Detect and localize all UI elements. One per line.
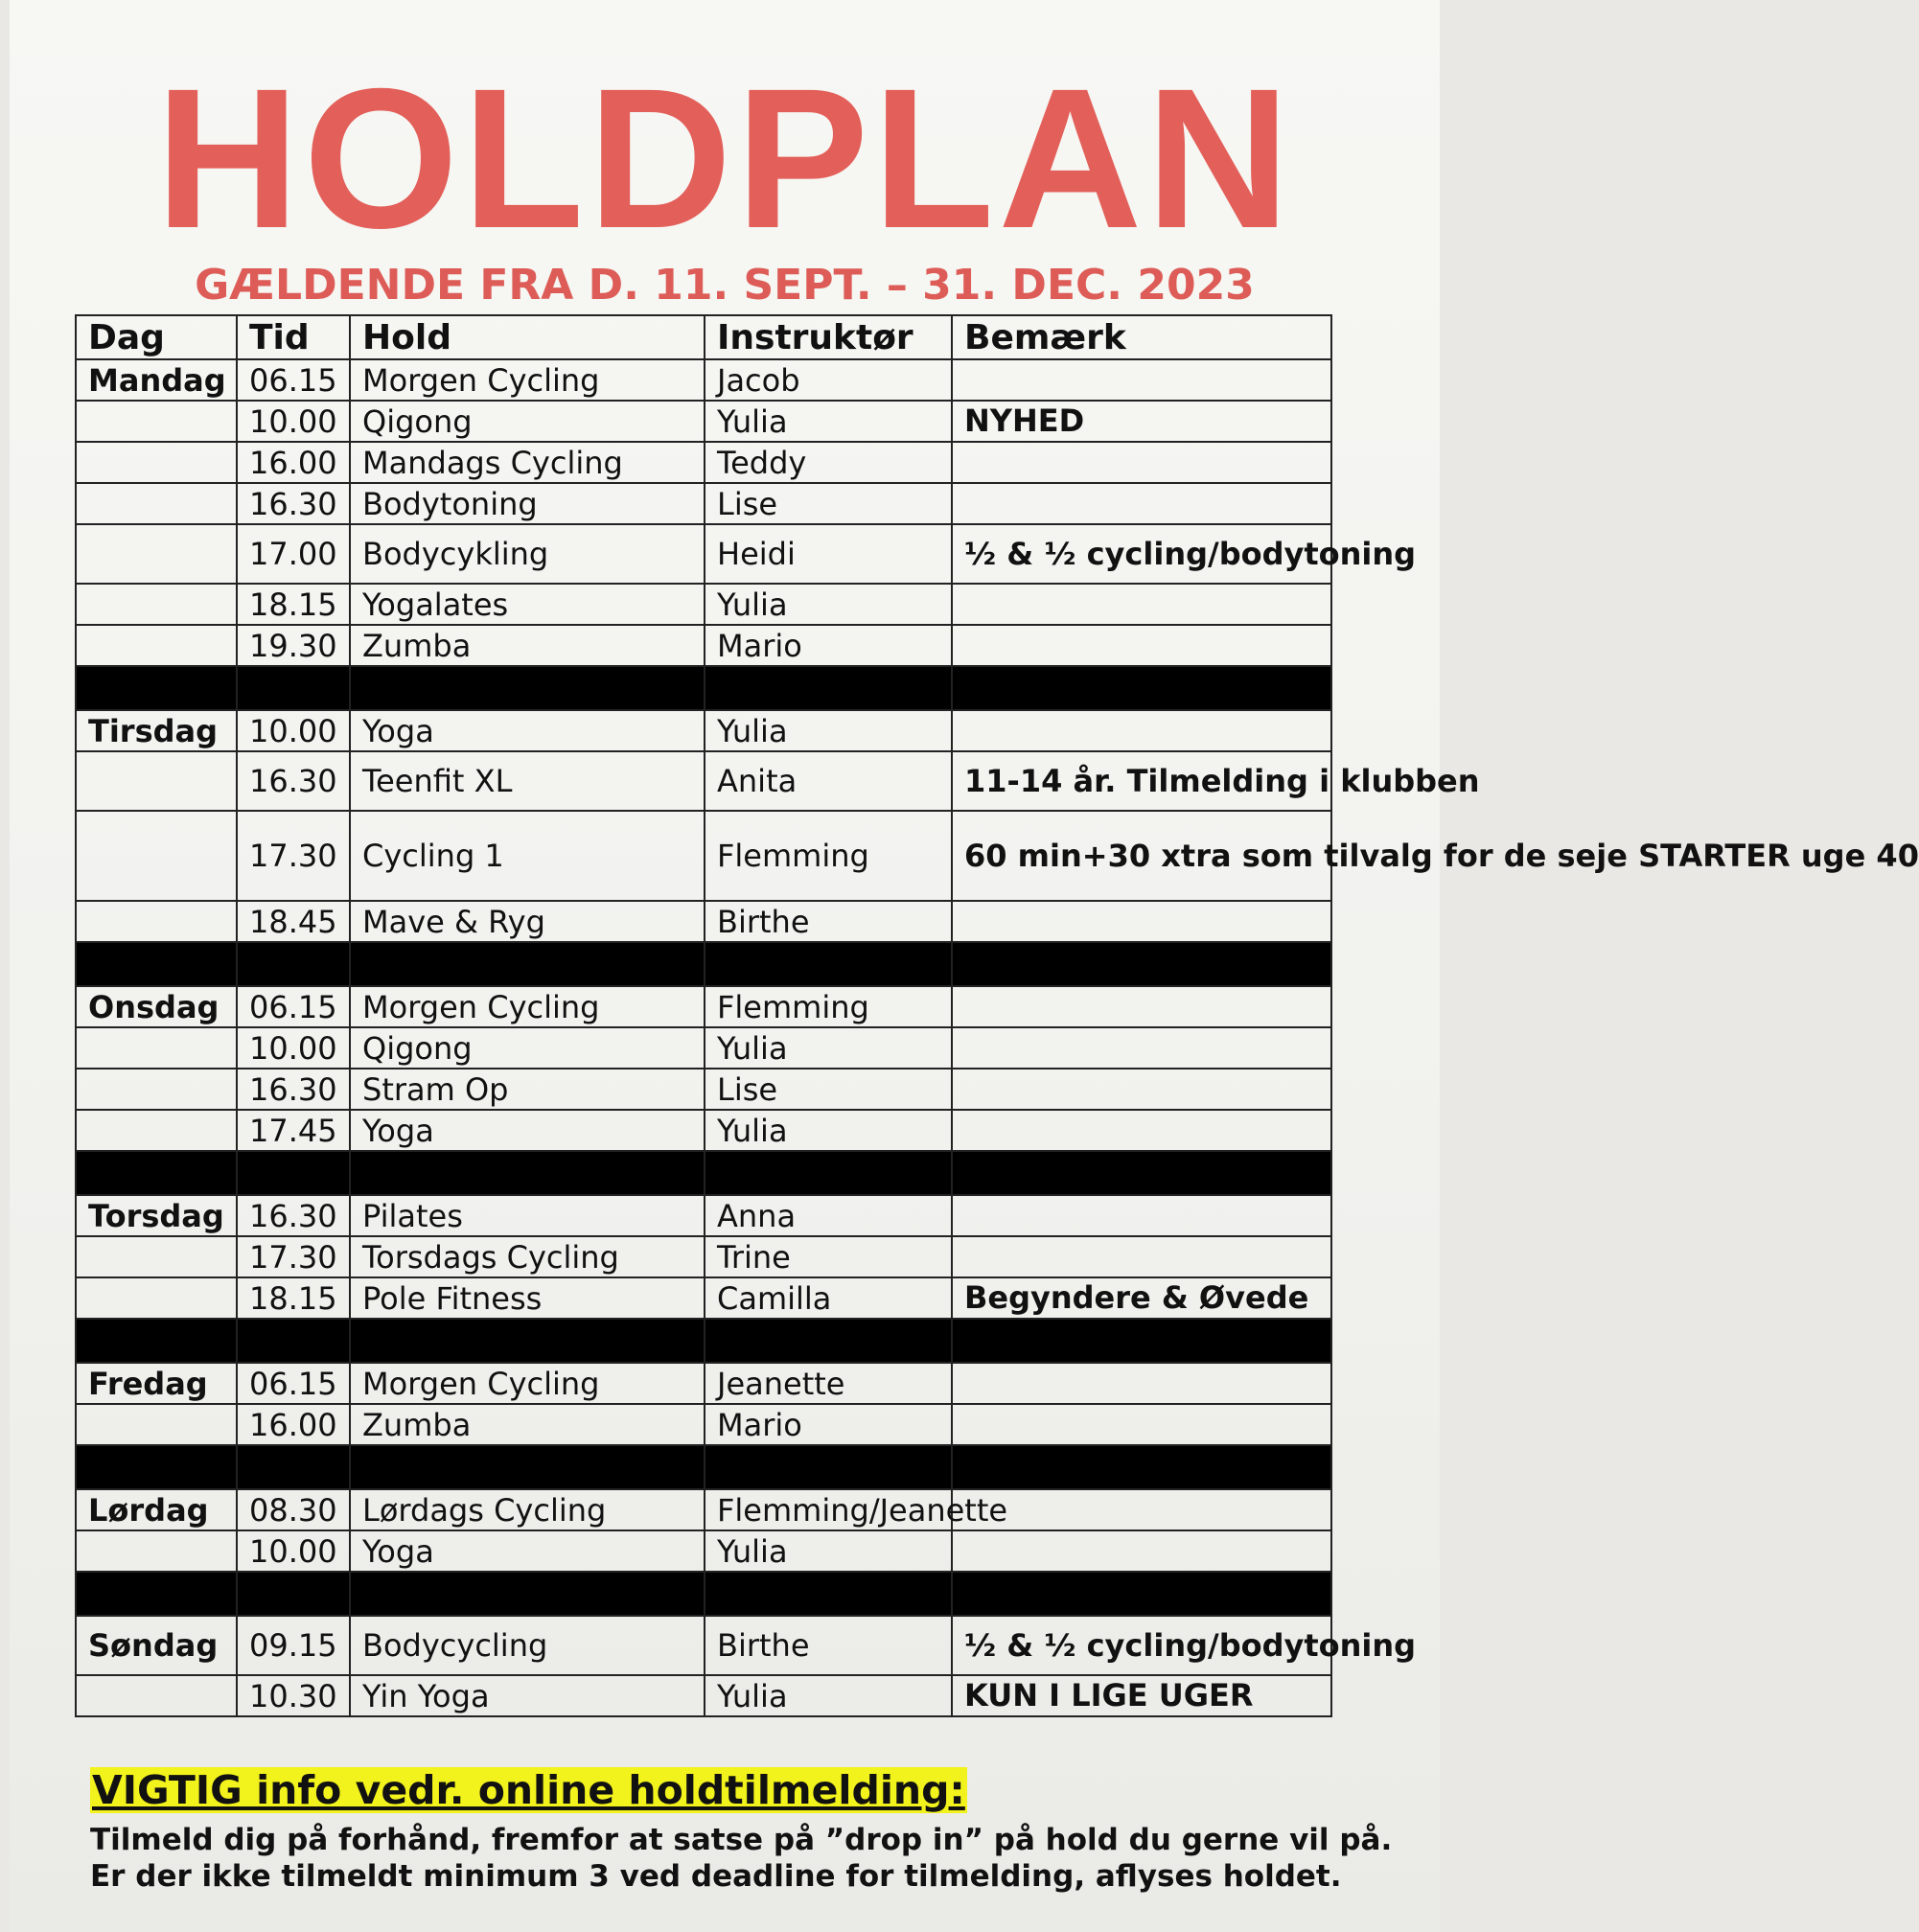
separator-cell xyxy=(705,666,952,710)
time-cell: 16.30 xyxy=(237,1069,350,1110)
separator-cell xyxy=(350,1445,705,1489)
table-row xyxy=(76,710,1331,751)
note-cell xyxy=(952,1489,1331,1530)
instructor-cell: Lise xyxy=(705,1069,952,1110)
class-cell: Qigong xyxy=(350,1027,705,1069)
schedule-table xyxy=(75,314,1919,1717)
day-cell: Tirsdag xyxy=(76,710,237,751)
separator-cell xyxy=(237,666,350,710)
table-row xyxy=(76,625,1331,666)
instructor-cell: Flemming/Jeanette xyxy=(705,1489,952,1530)
class-cell: Mandags Cycling xyxy=(350,442,705,483)
note-cell xyxy=(952,1195,1331,1236)
class-cell: Zumba xyxy=(350,1404,705,1445)
time-cell: 18.45 xyxy=(237,901,350,942)
class-cell: Bodycykling xyxy=(350,524,705,584)
instructor-cell: Mario xyxy=(705,1404,952,1445)
table-row xyxy=(76,1530,1331,1572)
note-cell: Begyndere & Øvede xyxy=(952,1277,1331,1319)
separator-cell xyxy=(76,1445,237,1489)
time-cell: 09.15 xyxy=(237,1616,350,1675)
table-row xyxy=(76,1404,1331,1445)
day-cell xyxy=(76,1027,237,1069)
class-cell: Bodytoning xyxy=(350,483,705,524)
day-cell: Fredag xyxy=(76,1363,237,1404)
separator-cell xyxy=(350,666,705,710)
time-cell: 17.45 xyxy=(237,1110,350,1151)
separator-cell xyxy=(237,942,350,986)
class-cell: Yoga xyxy=(350,710,705,751)
separator-cell xyxy=(705,1319,952,1363)
class-cell: Lørdags Cycling xyxy=(350,1489,705,1530)
note-cell xyxy=(952,1363,1331,1404)
class-cell: Teenfit XL xyxy=(350,751,705,811)
time-cell: 10.00 xyxy=(237,1027,350,1069)
table-row xyxy=(76,1110,1331,1151)
separator-cell xyxy=(705,942,952,986)
separator-cell xyxy=(237,1319,350,1363)
separator-cell xyxy=(952,1572,1331,1616)
note-cell xyxy=(952,1404,1331,1445)
class-cell: Mave & Ryg xyxy=(350,901,705,942)
instructor-cell: Birthe xyxy=(705,1616,952,1675)
time-cell: 19.30 xyxy=(237,625,350,666)
instructor-cell: Mario xyxy=(705,625,952,666)
table-row xyxy=(76,524,1331,584)
separator-cell xyxy=(237,1445,350,1489)
instructor-cell: Yulia xyxy=(705,584,952,625)
note-cell: ½ & ½ cycling/bodytoning xyxy=(952,1616,1331,1675)
day-cell xyxy=(76,811,237,901)
table-row xyxy=(76,1069,1331,1110)
time-cell: 06.15 xyxy=(237,359,350,401)
note-cell xyxy=(952,584,1331,625)
instructor-cell: Yulia xyxy=(705,710,952,751)
time-cell: 17.30 xyxy=(237,811,350,901)
day-cell: Lørdag xyxy=(76,1489,237,1530)
table-row xyxy=(76,751,1331,811)
separator-cell xyxy=(952,1151,1331,1195)
table-row xyxy=(76,359,1331,401)
day-separator xyxy=(76,1319,1331,1363)
time-cell: 10.00 xyxy=(237,710,350,751)
day-separator xyxy=(76,942,1331,986)
separator-cell xyxy=(705,1151,952,1195)
note-cell xyxy=(952,359,1331,401)
column-header-note: Bemærk xyxy=(952,315,1331,359)
class-cell: Morgen Cycling xyxy=(350,1363,705,1404)
table-row xyxy=(76,1363,1331,1404)
separator-cell xyxy=(705,1445,952,1489)
class-cell: Yin Yoga xyxy=(350,1675,705,1716)
table-row xyxy=(76,442,1331,483)
page-title: HOLDPLAN xyxy=(155,48,1294,270)
day-cell xyxy=(76,401,237,442)
time-cell: 16.30 xyxy=(237,751,350,811)
instructor-cell: Yulia xyxy=(705,401,952,442)
day-cell xyxy=(76,901,237,942)
separator-cell xyxy=(350,1572,705,1616)
day-cell xyxy=(76,442,237,483)
instructor-cell: Flemming xyxy=(705,811,952,901)
note-cell: KUN I LIGE UGER xyxy=(952,1675,1331,1716)
separator-cell xyxy=(952,1319,1331,1363)
table-row xyxy=(76,901,1331,942)
note-cell xyxy=(952,901,1331,942)
separator-cell xyxy=(76,666,237,710)
day-cell xyxy=(76,1277,237,1319)
info-heading xyxy=(90,1767,967,1813)
class-cell: Pole Fitness xyxy=(350,1277,705,1319)
time-cell: 10.00 xyxy=(237,401,350,442)
instructor-cell: Jacob xyxy=(705,359,952,401)
separator-cell xyxy=(76,942,237,986)
day-cell: Torsdag xyxy=(76,1195,237,1236)
info-line-2: Er der ikke tilmeldt minimum 3 ved deadline for tilmelding, aflyses holdet. xyxy=(90,1859,1342,1894)
class-cell: Yoga xyxy=(350,1110,705,1151)
day-cell xyxy=(76,751,237,811)
validity-subtitle: GÆLDENDE FRA D. 11. SEPT. – 31. DEC. 2023 xyxy=(195,261,1255,310)
day-cell xyxy=(76,1110,237,1151)
day-cell xyxy=(76,1069,237,1110)
table-row xyxy=(76,986,1331,1027)
note-cell xyxy=(952,442,1331,483)
separator-cell xyxy=(76,1151,237,1195)
note-cell xyxy=(952,986,1331,1027)
class-cell: Stram Op xyxy=(350,1069,705,1110)
time-cell: 08.30 xyxy=(237,1489,350,1530)
time-cell: 17.30 xyxy=(237,1236,350,1277)
note-cell: NYHED xyxy=(952,401,1331,442)
instructor-cell: Yulia xyxy=(705,1675,952,1716)
table-row xyxy=(76,1277,1331,1319)
instructor-cell: Teddy xyxy=(705,442,952,483)
time-cell: 16.00 xyxy=(237,1404,350,1445)
separator-cell xyxy=(237,1572,350,1616)
instructor-cell: Jeanette xyxy=(705,1363,952,1404)
class-cell: Pilates xyxy=(350,1195,705,1236)
column-header-time: Tid xyxy=(237,315,350,359)
table-row xyxy=(76,1236,1331,1277)
column-header-class: Hold xyxy=(350,315,705,359)
class-cell: Yoga xyxy=(350,1530,705,1572)
day-cell xyxy=(76,584,237,625)
instructor-cell: Camilla xyxy=(705,1277,952,1319)
column-header-day: Dag xyxy=(76,315,237,359)
note-cell xyxy=(952,1530,1331,1572)
separator-cell xyxy=(350,942,705,986)
time-cell: 18.15 xyxy=(237,1277,350,1319)
time-cell: 18.15 xyxy=(237,584,350,625)
time-cell: 10.30 xyxy=(237,1675,350,1716)
separator-cell xyxy=(237,1151,350,1195)
table-row xyxy=(76,584,1331,625)
header-row xyxy=(76,315,1331,359)
instructor-cell: Yulia xyxy=(705,1530,952,1572)
note-cell: 60 min+30 xtra som tilvalg for de seje STARTER uge 40 xyxy=(952,811,1331,901)
note-cell: 11-14 år. Tilmelding i klubben xyxy=(952,751,1331,811)
table-row xyxy=(76,1195,1331,1236)
separator-cell xyxy=(952,942,1331,986)
instructor-cell: Yulia xyxy=(705,1110,952,1151)
table-row xyxy=(76,401,1331,442)
class-cell: Cycling 1 xyxy=(350,811,705,901)
table-row xyxy=(76,1675,1331,1716)
note-cell xyxy=(952,483,1331,524)
separator-cell xyxy=(952,1445,1331,1489)
instructor-cell: Birthe xyxy=(705,901,952,942)
day-separator xyxy=(76,666,1331,710)
class-cell: Yogalates xyxy=(350,584,705,625)
instructor-cell: Anna xyxy=(705,1195,952,1236)
note-cell xyxy=(952,1110,1331,1151)
info-line-1: Tilmeld dig på forhånd, fremfor at satse på ”drop in” på hold du gerne vil på. xyxy=(90,1823,1393,1857)
note-cell xyxy=(952,1236,1331,1277)
day-cell xyxy=(76,1675,237,1716)
time-cell: 17.00 xyxy=(237,524,350,584)
class-cell: Morgen Cycling xyxy=(350,986,705,1027)
time-cell: 16.00 xyxy=(237,442,350,483)
instructor-cell: Trine xyxy=(705,1236,952,1277)
class-cell: Qigong xyxy=(350,401,705,442)
day-cell xyxy=(76,1236,237,1277)
time-cell: 06.15 xyxy=(237,986,350,1027)
day-separator xyxy=(76,1572,1331,1616)
day-cell: Søndag xyxy=(76,1616,237,1675)
day-cell: Onsdag xyxy=(76,986,237,1027)
separator-cell xyxy=(76,1572,237,1616)
class-cell: Zumba xyxy=(350,625,705,666)
instructor-cell: Anita xyxy=(705,751,952,811)
table-row xyxy=(76,1616,1331,1675)
day-cell xyxy=(76,625,237,666)
note-cell xyxy=(952,710,1331,751)
instructor-cell: Yulia xyxy=(705,1027,952,1069)
class-cell: Torsdags Cycling xyxy=(350,1236,705,1277)
column-header-instructor: Instruktør xyxy=(705,315,952,359)
table-row xyxy=(76,811,1331,901)
day-cell xyxy=(76,483,237,524)
instructor-cell: Flemming xyxy=(705,986,952,1027)
note-cell xyxy=(952,625,1331,666)
class-cell: Morgen Cycling xyxy=(350,359,705,401)
day-cell xyxy=(76,1530,237,1572)
note-cell xyxy=(952,1069,1331,1110)
separator-cell xyxy=(952,666,1331,710)
instructor-cell: Lise xyxy=(705,483,952,524)
time-cell: 16.30 xyxy=(237,483,350,524)
schedule-body xyxy=(76,359,1919,1716)
separator-cell xyxy=(350,1151,705,1195)
day-cell: Mandag xyxy=(76,359,237,401)
time-cell: 10.00 xyxy=(237,1530,350,1572)
schedule-sheet xyxy=(10,0,1919,1932)
note-cell xyxy=(952,1027,1331,1069)
day-cell xyxy=(76,524,237,584)
info-title: VIGTIG info vedr. online holdtilmelding: xyxy=(92,1767,965,1813)
day-cell xyxy=(76,1404,237,1445)
table-row xyxy=(76,1027,1331,1069)
separator-cell xyxy=(705,1572,952,1616)
class-cell: Bodycycling xyxy=(350,1616,705,1675)
time-cell: 06.15 xyxy=(237,1363,350,1404)
table-row xyxy=(76,1489,1331,1530)
instructor-cell: Heidi xyxy=(705,524,952,584)
separator-cell xyxy=(76,1319,237,1363)
table-row xyxy=(76,483,1331,524)
note-cell: ½ & ½ cycling/bodytoning xyxy=(952,524,1331,584)
day-separator xyxy=(76,1151,1331,1195)
separator-cell xyxy=(350,1319,705,1363)
day-separator xyxy=(76,1445,1331,1489)
time-cell: 16.30 xyxy=(237,1195,350,1236)
